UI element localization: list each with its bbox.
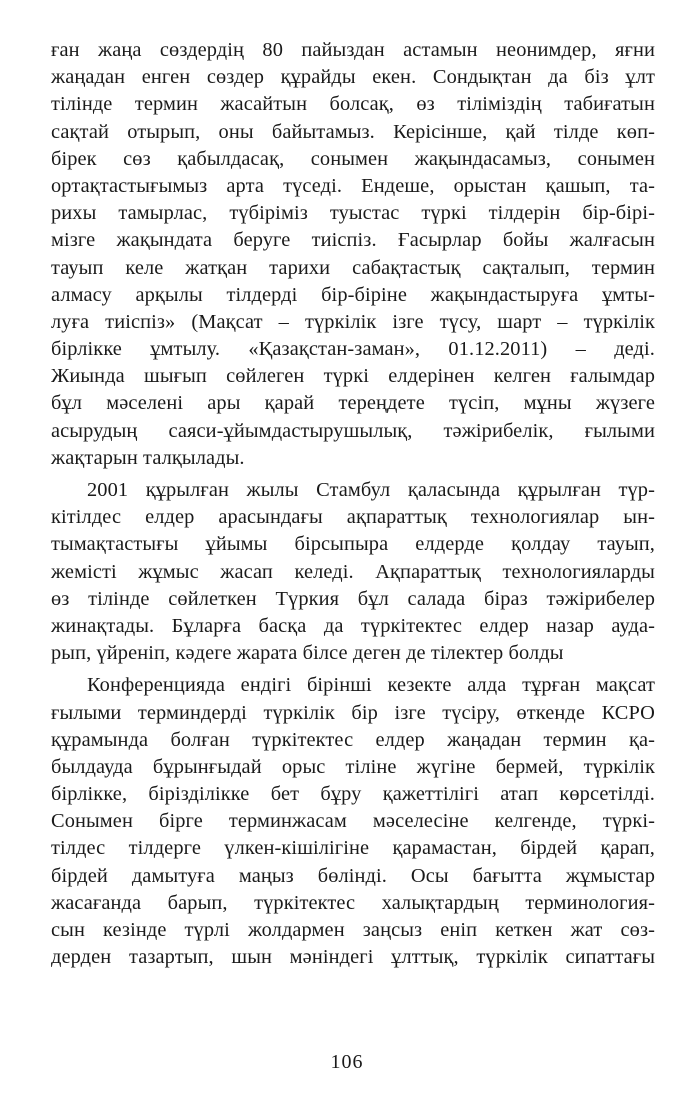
text-line: өз тілінде сөйлеткен Түркия бұл салада біраз тәжірибелер (51, 587, 655, 610)
text-line: алмасу арқылы тілдерді бір-біріне жақындастыруға ұмты- (51, 283, 655, 306)
text-line: тымақтастығы ұйымы бірсыпыра елдерде қолдау тауып, (51, 533, 655, 556)
text-line: луға тиіспіз» (Мақсат – түркілік ізге түсу, шарт – түркілік (51, 310, 655, 333)
page-body (51, 37, 655, 971)
text-line: бірек сөз қабылдасақ, сонымен жақындасамыз, сонымен (51, 147, 655, 170)
text-line: бірдей дамытуға маңыз бөлінді. Осы бағытта жұмыстар (51, 864, 655, 887)
text-line: сақтай отырып, оны байытамыз. Керісінше, қай тілде көп- (51, 120, 655, 143)
text-line: тауып келе жатқан тарихи сабақтастық сақталып, термин (51, 256, 655, 279)
text-line: жемісті жұмыс жасап келеді. Ақпараттық технологияларды (51, 560, 655, 583)
text-line: тілінде термин жасайтын болсақ, өз тіліміздің табиғатын (51, 93, 655, 116)
paragraph-1 (51, 37, 655, 472)
paragraph-3 (51, 672, 655, 971)
text-line: мізге жақындата беруге тиіспіз. Ғасырлар бойы жалғасын (51, 229, 655, 252)
text-line: асырудың саяси-ұйымдастырушылық, тәжірибелік, ғылыми (51, 419, 655, 442)
page-number: 106 (330, 1051, 364, 1073)
text-line: тілдес тілдерге үлкен-кішілігіне қарамастан, бірдей қарап, (51, 837, 655, 860)
paragraph-2 (51, 477, 655, 667)
text-line: ортақтастығымыз арта түседі. Ендеше, орыстан қашып, та- (51, 174, 655, 197)
text-line: бірлікке, бірізділікке бет бұру қажеттілігі атап көрсетілді. (51, 783, 655, 806)
text-line: құрамында болған түркітектес елдер жаңадан термин қа- (51, 728, 655, 751)
text-line: 2001 құрылған жылы Стамбул қаласында құрылған түр- (87, 479, 655, 501)
text-line: Жиында шығып сөйлеген түркі елдерінен келген ғалымдар (51, 365, 655, 388)
text-line: былдауда бұрынғыдай орыс тіліне жүгіне бермей, түркілік (51, 755, 655, 778)
text-line: бірлікке ұмтылу. «Қазақстан-заман», 01.12.2011) – деді. (51, 338, 655, 361)
text-line: жаңадан енген сөздер құрайды екен. Сондықтан да біз ұлт (51, 66, 655, 89)
text-line: ғылыми терминдерді түркілік бір ізге түсіру, өткенде КСРО (51, 701, 655, 724)
text-line: сын кезінде түрлі жолдармен заңсыз еніп кеткен жат сөз- (51, 919, 655, 941)
text-line: рып, үйреніп, кәдеге жарата білсе деген де тілектер болды (51, 642, 564, 665)
text-line: бұл мәселені ары қарай тереңдете түсіп, мұны жүзеге (51, 392, 655, 415)
text-line: жасағанда барып, түркітектес халықтардың терминология- (51, 891, 655, 914)
text-line: ған жаңа сөздердің 80 пайыздан астамын неонимдер, яғни (51, 39, 655, 61)
text-line: дерден тазартып, шын мәніндегі ұлттық, түркілік сипаттағы (51, 946, 655, 969)
text-line: жақтарын талқылады. (51, 446, 245, 469)
text-line: жинақтады. Бұларға басқа да түркітектес елдер назар аудa- (51, 614, 655, 637)
text-line: Сонымен бірге терминжасам мәселесіне келгенде, түркі- (51, 810, 655, 833)
text-line: кітілдес елдер арасындағы ақпараттық технологиялар ын- (51, 506, 655, 529)
text-line: рихы тамырлас, түбіріміз туыстас түркі тілдерін бір-бірі- (51, 202, 655, 225)
text-line: Конференцияда ендігі бірінші кезекте алда тұрған мақсат (87, 674, 655, 697)
